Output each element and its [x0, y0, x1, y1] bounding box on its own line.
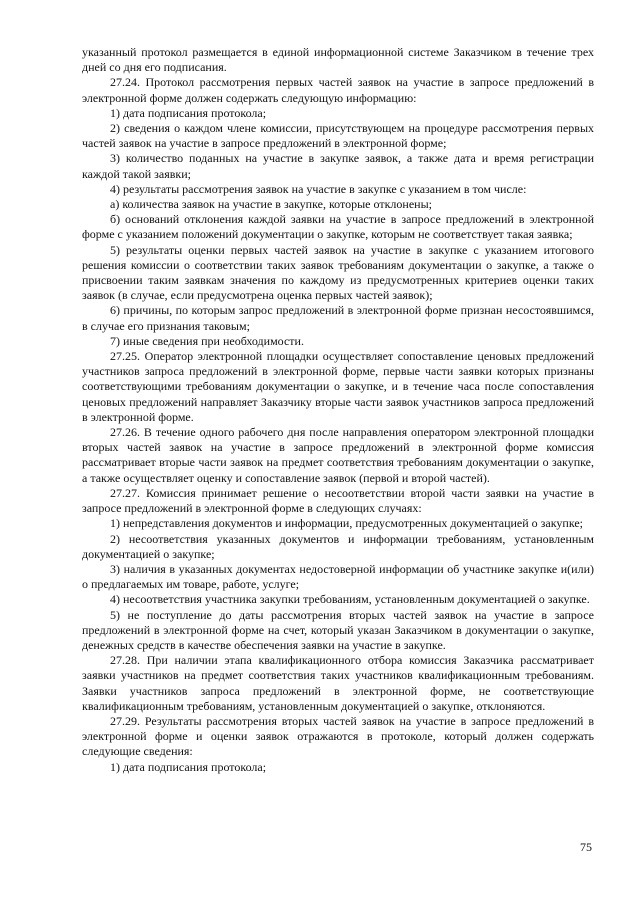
paragraph: 2) несоответствия указанных документов и информации требованиям, установленным документацией о закупке; [82, 531, 594, 561]
paragraph: 1) непредставления документов и информации, предусмотренных документацией о закупке; [110, 516, 584, 531]
paragraph: 3) количество поданных на участие в закупке заявок, а также дата и время регистрации каждой такой заявки; [82, 151, 594, 181]
paragraph: указанный протокол размещается в единой информационной системе Заказчиком в течение трех дней со дня его подписания. [82, 45, 594, 75]
paragraph: 7) иные сведения при необходимости. [110, 333, 304, 348]
paragraph: 27.27. Комиссия принимает решение о несоответствии второй части заявки на участие в запросе предложений в электронной форме в следующих случаях: [82, 485, 594, 516]
paragraph: 3) наличия в указанных документах недостоверной информации об участнике закупке и(или) о предлагаемых им товаре, работе, услуге; [82, 561, 594, 592]
paragraph: 1) дата подписания протокола; [110, 105, 267, 120]
document-body [82, 45, 594, 775]
paragraph: 5) не поступление до даты рассмотрения вторых частей заявок на участие в запросе предложений в электронной форме на счет, который указан Заказчиком в документации о закупке, денежных средств в качестве обеспечения заявки на участие в закупке. [82, 607, 594, 652]
paragraph: 4) несоответствия участника закупки требованиям, установленным документацией о закупке. [110, 592, 590, 607]
paragraph: 27.28. При наличии этапа квалификационного отбора комиссия Заказчика рассматривает заявки участников на предмет соответствия таких участников квалификационным требованиям. Заявки участников запроса предложений в электронной форме, не соответствующие квалификационным требованиям, установленным документацией о закупке, отклоняются. [82, 653, 594, 713]
paragraph: 27.29. Результаты рассмотрения вторых частей заявок на участие в запросе предложений в электронной форме и оценки заявок отражаются в протоколе, который должен содержать следующие сведения: [82, 713, 594, 759]
paragraph: б) оснований отклонения каждой заявки на участие в запросе предложений в электронной форме с указанием положений документации о закупке, которым не соответствует такая заявка; [82, 212, 594, 242]
paragraph: 27.24. Протокол рассмотрения первых частей заявок на участие в запросе предложений в электронной форме должен содержать следующую информацию: [82, 75, 594, 105]
page-number: 75 [580, 840, 592, 854]
paragraph: 27.26. В течение одного рабочего дня после направления оператором электронной площадки вторых частей заявок на участие в запросе предложений в электронной форме комиссия рассматривает вторые части заявок на предмет соответствия требованиям документации о закупке, а также осуществляет оценку и сопоставление заявок (первой и второй частей). [82, 425, 594, 485]
paragraph: 27.25. Оператор электронной площадки осуществляет сопоставление ценовых предложений участников запроса предложений в электронной форме, первые части заявки которых признаны соответствующими требованиям документации о закупке, и в течение часа после сопоставления ценовых предложений направляет Заказчику вторые части заявок участников запроса предложений в электронной форме. [82, 349, 594, 424]
paragraph: 4) результаты рассмотрения заявок на участие в закупке с указанием в том числе: [110, 181, 527, 196]
paragraph: 5) результаты оценки первых частей заявок на участие в закупке с указанием итогового решения комиссии о соответствии таких заявок требованиям документации о закупке, а также о присвоении таким заявкам значения по каждому из предусмотренных критериев оценки таких заявок (в случае, если предусмотрена оценка первых частей заявок); [82, 242, 594, 303]
paragraph: а) количества заявок на участие в закупке, которые отклонены; [110, 197, 432, 212]
paragraph: 2) сведения о каждом члене комиссии, присутствующем на процедуре рассмотрения первых частей заявок на участие в запросе предложений в электронной форме; [82, 121, 594, 151]
paragraph: 1) дата подписания протокола; [110, 759, 267, 774]
paragraph: 6) причины, по которым запрос предложений в электронной форме признан несостоявшимся, в случае его признания таковым; [82, 303, 594, 333]
